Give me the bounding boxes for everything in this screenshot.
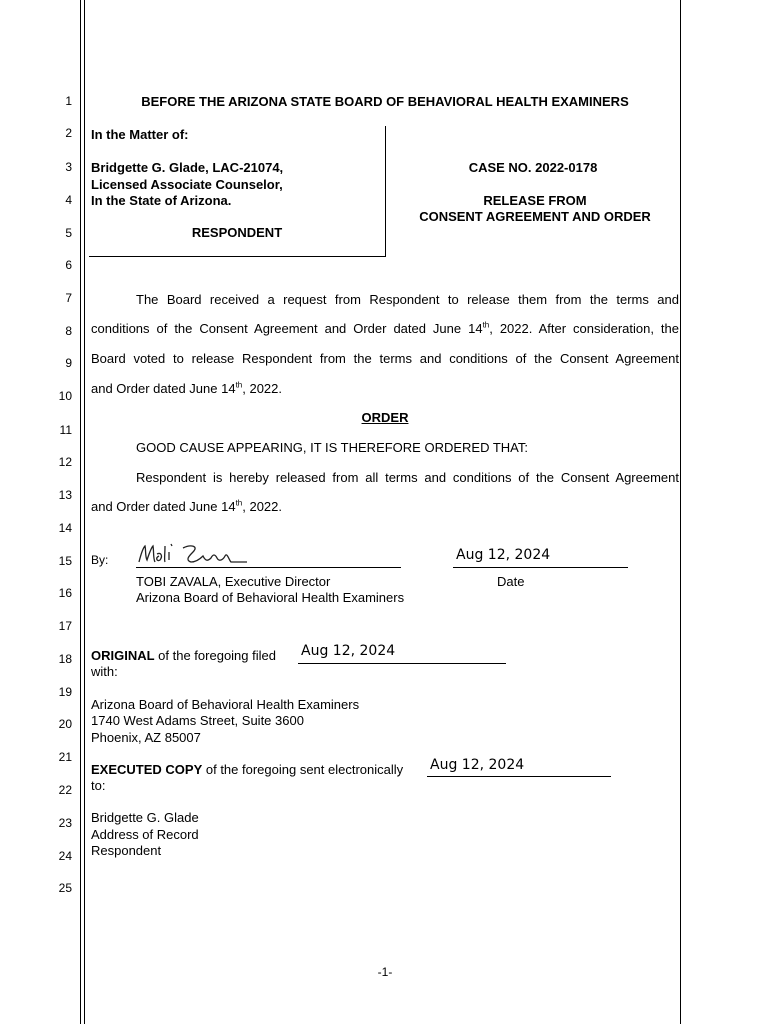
line-number: 21	[58, 750, 72, 764]
case-number: CASE NO. 2022-0178	[468, 160, 598, 175]
line-number: 22	[58, 783, 72, 797]
body-text-line	[91, 292, 679, 307]
signer-name: TOBI ZAVALA, Executive Director	[136, 574, 331, 589]
recipient-role: Respondent	[91, 843, 162, 858]
board-address-line3: Phoenix, AZ 85007	[91, 730, 201, 745]
line-number: 15	[58, 554, 72, 568]
line-number: 5	[65, 226, 72, 240]
body-text: , 2022. After consideration, the	[489, 321, 679, 336]
body-text-line	[91, 351, 679, 366]
respondent-label: RESPONDENT	[191, 225, 283, 240]
body-text: , 2022.	[242, 499, 282, 514]
line-number: 17	[58, 619, 72, 633]
line-number: 1	[65, 94, 72, 108]
board-address-line2: 1740 West Adams Street, Suite 3600	[91, 713, 304, 728]
body-text-line	[91, 321, 679, 336]
line-number: 19	[58, 685, 72, 699]
signer-organization: Arizona Board of Behavioral Health Examiners	[136, 590, 405, 605]
line-number: 2	[65, 126, 72, 140]
line-number: 20	[58, 717, 72, 731]
original-text: of the foregoing filed	[154, 648, 276, 663]
line-number: 8	[65, 324, 72, 338]
to-label: to:	[91, 778, 106, 793]
respondent-name: Bridgette G. Glade, LAC-21074,	[91, 160, 284, 175]
line-number: 25	[58, 881, 72, 895]
document-title-line1: RELEASE FROM	[483, 193, 587, 208]
left-margin-rule-inner	[84, 0, 85, 1024]
body-text: Board voted to release Respondent from the terms and conditions of the Consent Agreement	[91, 351, 679, 366]
line-number: 16	[58, 586, 72, 600]
order-heading: ORDER	[361, 410, 409, 425]
line-number: 6	[65, 258, 72, 272]
superscript: th	[482, 320, 490, 330]
line-number: 12	[58, 455, 72, 469]
executed-copy-label: EXECUTED COPY	[91, 762, 203, 777]
handwritten-signature	[135, 540, 265, 570]
left-margin-rule-outer	[80, 0, 81, 1024]
respondent-state: In the State of Arizona.	[91, 193, 232, 208]
matter-label: In the Matter of:	[91, 127, 189, 142]
respondent-license: Licensed Associate Counselor,	[91, 177, 283, 192]
body-text: conditions of the Consent Agreement and Order dated June 14	[91, 321, 483, 336]
document-title-line2: CONSENT AGREEMENT AND ORDER	[419, 209, 651, 224]
line-number: 7	[65, 291, 72, 305]
recipient-address: Address of Record	[91, 827, 199, 842]
body-text: and Order dated June 14	[91, 381, 236, 396]
by-label: By:	[91, 553, 109, 567]
line-number: 14	[58, 521, 72, 535]
line-number: 10	[58, 389, 72, 403]
body-text-line	[91, 381, 679, 396]
line-number: 3	[65, 160, 72, 174]
line-number: 11	[59, 423, 72, 437]
board-address-line1: Arizona Board of Behavioral Health Examiners	[91, 697, 360, 712]
signature-date: Aug 12, 2024	[456, 547, 551, 563]
executed-date: Aug 12, 2024	[430, 757, 525, 773]
document-heading: BEFORE THE ARIZONA STATE BOARD OF BEHAVIORAL HEALTH EXAMINERS	[141, 94, 629, 109]
original-filed-date: Aug 12, 2024	[301, 643, 396, 659]
body-text-line	[91, 470, 679, 485]
body-text: , 2022.	[242, 381, 282, 396]
executed-copy-line	[91, 762, 403, 778]
body-text: The Board received a request from Respondent to release them from the terms and	[136, 292, 679, 307]
right-margin-rule	[680, 0, 681, 1024]
date-label: Date	[497, 574, 525, 589]
with-label: with:	[91, 664, 118, 679]
line-number: 4	[65, 193, 72, 207]
superscript: th	[235, 498, 243, 508]
line-number: 18	[58, 652, 72, 666]
body-text: Respondent is hereby released from all terms and conditions of the Consent Agreement	[136, 470, 679, 485]
original-label: ORIGINAL	[91, 648, 155, 663]
line-number: 24	[58, 849, 72, 863]
superscript: th	[235, 380, 243, 390]
good-cause-text: GOOD CAUSE APPEARING, IT IS THEREFORE ORDERED THAT:	[136, 440, 528, 455]
line-number: 13	[58, 488, 72, 502]
line-number: 9	[65, 356, 72, 370]
body-text-line	[91, 499, 679, 514]
line-number: 23	[58, 816, 72, 830]
page-number: -1-	[377, 965, 393, 979]
original-filed-line	[91, 648, 276, 664]
executed-copy-text: of the foregoing sent electronically	[202, 762, 404, 777]
recipient-name: Bridgette G. Glade	[91, 810, 199, 825]
body-text: and Order dated June 14	[91, 499, 236, 514]
